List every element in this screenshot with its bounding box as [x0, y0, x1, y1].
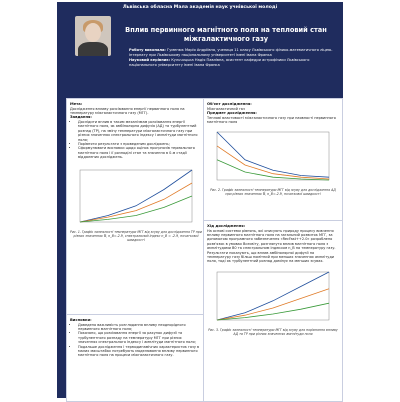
conclusions-list — [70, 323, 202, 358]
student-label: Роботу виконала: — [129, 48, 166, 52]
figure-3-chart — [209, 268, 333, 326]
subject-heading: Предмет дослідження: — [207, 111, 257, 115]
tasks-heading: Завдання: — [70, 115, 92, 120]
figure-2-chart — [209, 128, 333, 186]
poster-title: Вплив первинного магнітного поля на тепловий стан міжгалактичного газу — [125, 26, 327, 43]
object-text: Міжгалактичний газ — [207, 106, 245, 111]
conclusions-heading: Висновки: — [70, 318, 92, 322]
figure-1-caption: Рис. 1. Графік залежності температури МГГ від зсуву для дослідження ТР при різних значеннях Ɓ, n_B=-2.9, спектральний індекс n_B = -2.9, початкової швидкості — [70, 229, 202, 242]
object-heading: Об'єкт дослідження: — [207, 102, 252, 106]
supervisor-text: Кульчицька Надія Павлівна, асистент кафедри астрофізики Львівського національного університету імені Івана Франка — [129, 58, 310, 67]
poster — [57, 2, 343, 398]
right-box-object-subject — [203, 98, 343, 224]
plot-frame — [80, 170, 192, 222]
task-item: • Дослідити вплив в таким механізмам розсіювання енергії магнітного поля, як амбіполярна дифузія (АД) та турбулентний розпад (ТР), на зміну температури міжгалактичного газу при різних значеннях спектрального індексу і амплітуди магнітного поля; — [78, 120, 202, 142]
figure-2-caption: Рис. 2. Графік залежності температури МГГ від зсуву для дослідження АД при різних значеннях Ɓ, n_B=-2.9, початкової швидкості — [210, 188, 336, 197]
conclusion-item: • Подальше дослідження і термодинамічних характеристик газу в малих масштабах потребують моделювання впливу первинного магнітного поля на процеси міжгалактичного газу. — [78, 345, 202, 358]
conclusion-item: • Доведено важливість розглядання впливу неоднорідного первинного магнітного поля; — [78, 323, 202, 332]
organization-header: Львівська обласна Мала академія наук учнівської молоді — [122, 5, 278, 10]
goal-text: Дослідження впливу розсіювання енергії первинного поля на температуру міжгалактичного газу (МГГ). — [70, 106, 185, 115]
supervisor-label: Науковий керівник: — [129, 58, 171, 62]
left-box-conclusions — [66, 314, 206, 402]
photo-face — [85, 23, 101, 42]
conclusion-item: • Показано, що розсіювання енергії за рахунок дифузії та турбулентного розпаду на температуру МГГ при різних значеннях спектрального індексу і амплітуди магнітного поля; — [78, 331, 202, 344]
author-photo — [75, 16, 111, 56]
task-item: • Сформулювати висновки щодо оцінок прогрнозів термального магнітного поля і її розподілі стан та значення в 0-м стадії віддалених досліджень. — [78, 146, 202, 159]
student-text: Гуменюк Марія Андріївна, учениця 11 класу Львівського фізико-математичного ліцею-інтернату при Львівському національному університеті імені Івана Франка — [129, 48, 333, 57]
method-heading: Хід дослідження: — [207, 224, 246, 228]
right-box-method — [203, 220, 343, 402]
authors-block — [129, 48, 337, 68]
photo-body — [78, 42, 108, 56]
figure-1-chart — [72, 166, 196, 228]
subject-text: Теплові властивості міжгалактичного газу при наявності первинного магнітного поля — [207, 115, 336, 124]
task-item: • Порівняти результати з проведеним досліджень; — [78, 142, 202, 146]
plot-frame — [217, 272, 329, 320]
goal-heading: Мета: — [70, 102, 83, 106]
tasks-list — [70, 120, 202, 160]
method-text: На основі системи рівнянь, які описують природу процесу вивчення впливу первинного магнітного поля на загальний розвиток МГГ, за допомогою програмного забезпечення «RecFast++2.0» розроблено розв'язок в умовах Всесвіту, розглянуто вплив магнітного поля з амплітудами В0 та спектральним індексом n_B на температуру газу. Результати показують, що вплив амбіполярної дифузії на температуру газу більш помітний при менших значеннях амплітуди поля, тоді як турбулентний розпад домінує на менших зсувах. — [207, 228, 336, 264]
plot-frame — [217, 132, 329, 180]
left-box-goal-tasks — [66, 98, 206, 318]
figure-3-caption: Рис. 3. Графік залежності температури МГГ від зсуву для порівняння впливу АД та ТР при різних значеннях амплітуди поля — [208, 327, 338, 336]
